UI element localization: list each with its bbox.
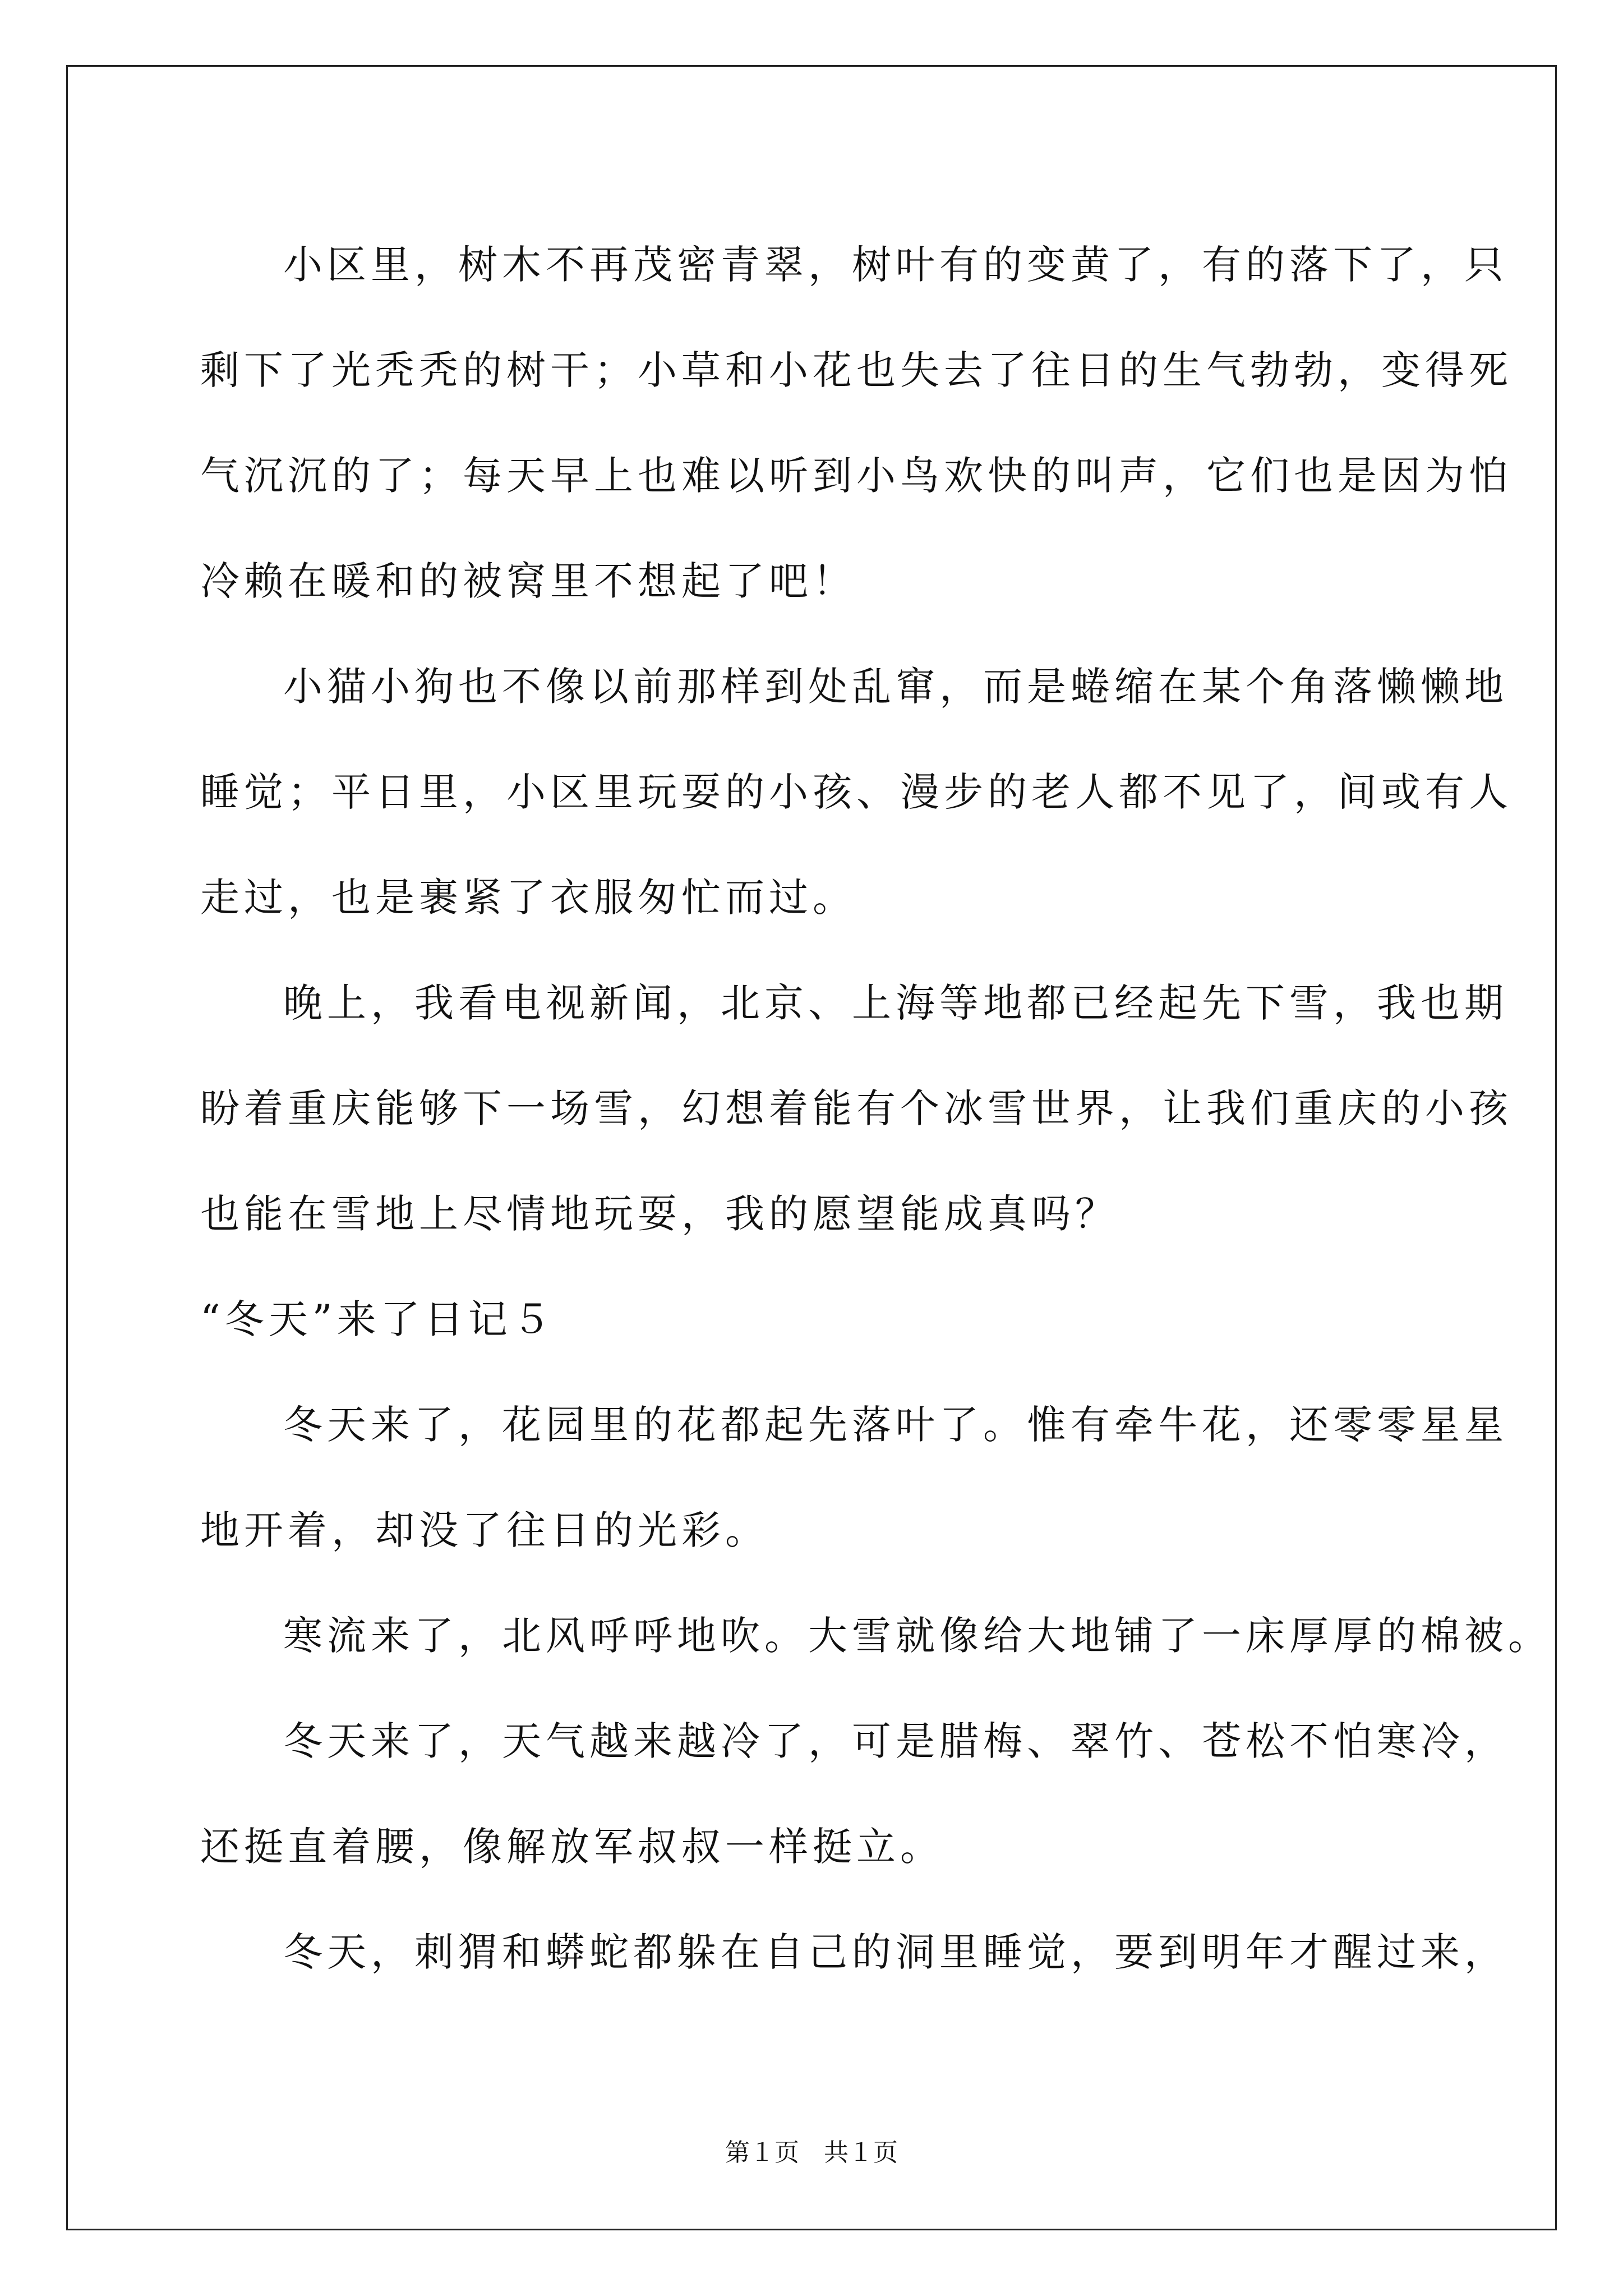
paragraph-line: 盼着重庆能够下一场雪，幻想着能有个冰雪世界，让我们重庆的小孩 (200, 1085, 1513, 1131)
paragraph-line: 睡觉；平日里，小区里玩耍的小孩、漫步的老人都不见了，间或有人 (200, 769, 1513, 815)
paragraph-line: 冬天来了，花园里的花都起先落叶了。惟有牵牛花，还零零星星 (283, 1402, 1508, 1448)
paragraph-line: 小区里，树木不再茂密青翠，树叶有的变黄了，有的落下了，只 (283, 242, 1508, 288)
paragraph-line: 还挺直着腰，像解放军叔叔一样挺立。 (200, 1824, 944, 1870)
paragraph-line: 气沉沉的了；每天早上也难以听到小鸟欢快的叫声，它们也是因为怕 (200, 453, 1513, 499)
page-number-footer: 第１页 共１页 (725, 2138, 898, 2167)
paragraph-line: 剩下了光秃秃的树干；小草和小花也失去了往日的生气勃勃，变得死 (200, 347, 1513, 393)
paragraph-line: 走过，也是裹紧了衣服匆忙而过。 (200, 875, 856, 921)
paragraph-line: 也能在雪地上尽情地玩耍，我的愿望能成真吗？ (200, 1191, 1119, 1237)
paragraph-line: 冬天来了，天气越来越冷了，可是腊梅、翠竹、苍松不怕寒冷， (283, 1718, 1508, 1764)
paragraph-line: 小猫小狗也不像以前那样到处乱窜，而是蜷缩在某个角落懒懒地 (283, 664, 1508, 710)
paragraph-line: 冬天，刺猬和蟒蛇都躲在自己的洞里睡觉，要到明年才醒过来， (283, 1929, 1508, 1975)
document-body (200, 212, 1552, 2005)
paragraph-line: 晚上，我看电视新闻，北京、上海等地都已经起先下雪，我也期 (283, 980, 1508, 1026)
paragraph-line: 冷赖在暖和的被窝里不想起了吧！ (200, 558, 856, 604)
paragraph-line: 寒流来了，北风呼呼地吹。大雪就像给大地铺了一床厚厚的棉被。 (283, 1613, 1552, 1659)
paragraph-line: 地开着，却没了往日的光彩。 (200, 1507, 769, 1553)
section-heading: “冬天”来了日记５ (200, 1296, 556, 1342)
